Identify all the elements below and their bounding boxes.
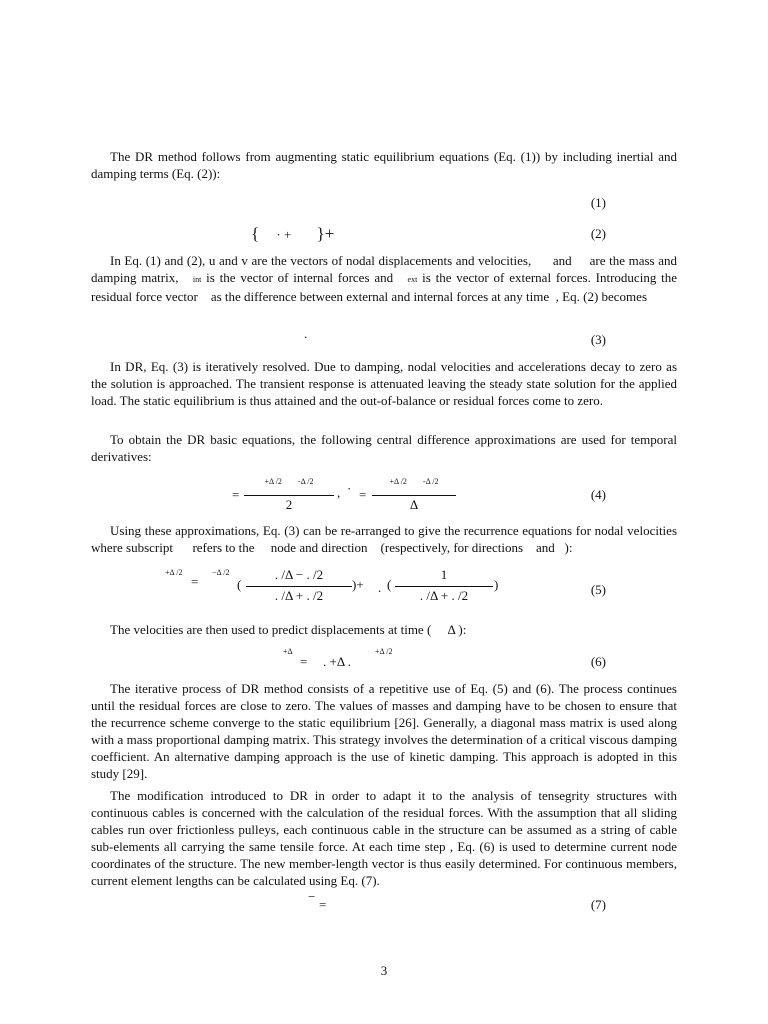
- overbar: −: [308, 889, 316, 904]
- superscript: +Δ /2: [375, 647, 393, 656]
- paragraph-text: The modification introduced to DR in order to adapt it to the analysis of tensegrity structures with continuous cables is concerned with the calculation of the residual forces. With the assumption that all sliding cables run over frictionless pulleys, each continuous cable in the structure can be assumed as a string of cable sub-elements all carrying the same tensile force. At each time step , Eq. (6) is used to determine current node coordinates of the structure. The new member-length vector is thus easily determined. For continuous members, current element lengths can be calculated using Eq. (7).: [91, 788, 677, 888]
- equation-number: (5): [590, 582, 606, 597]
- equation-number: (6): [590, 654, 606, 669]
- paragraph-text: In Eq. (1) and (2), u and v are the vectors of nodal displacements and velocities, and are the mass and damping matrix, int is the vector of internal forces and ext is the vector of external forces. Introducing the residual force vector as the difference between external and internal forces at any time , Eq. (2) becomes: [91, 253, 678, 304]
- paragraph-recurrence: [91, 523, 677, 557]
- brace-open: {: [251, 224, 260, 243]
- superscript: −Δ /2: [212, 568, 230, 577]
- superscript: +Δ /2: [165, 568, 183, 577]
- equation-number: (7): [590, 897, 606, 912]
- equation-term: . +Δ .: [323, 654, 351, 669]
- paragraph-iteration: [91, 359, 677, 410]
- paragraph-process: [91, 681, 677, 782]
- equation-1: [91, 193, 677, 213]
- equation-number: (4): [590, 487, 606, 502]
- paragraph-variables: [91, 253, 677, 306]
- paragraph-text: The velocities are then used to predict displacements at time ( Δ ):: [110, 622, 467, 637]
- fraction-damping: . /Δ − . /2 . /Δ + . /2: [246, 566, 352, 605]
- paragraph-text: The DR method follows from augmenting static equilibrium equations (Eq. (1)) by including inertial and damping terms (Eq. (2)):: [91, 149, 677, 181]
- dot: .: [378, 580, 382, 595]
- paren-close: ): [494, 577, 499, 592]
- equation-number: (1): [590, 195, 606, 210]
- fraction-velocity: +Δ /2 -Δ /2 2: [244, 475, 334, 514]
- paragraph-modification: [91, 788, 677, 889]
- equation-number: (3): [590, 332, 606, 347]
- fraction-acceleration: +Δ /2 -Δ /2 Δ: [372, 475, 456, 514]
- paren-open: (: [387, 577, 392, 592]
- equation-4: [91, 475, 677, 515]
- brace-close: }+: [316, 224, 335, 243]
- page-number: 3: [380, 963, 388, 978]
- equals-sign: =: [319, 897, 327, 912]
- paragraph-displacements: [91, 622, 677, 639]
- paragraph-text: The iterative process of DR method consists of a repetitive use of Eq. (5) and (6). The process continues until the residual forces are close to zero. The values of masses and damping have to be chosen to ensure that the recurrence scheme converge to the static equilibrium [26]. Generally, a diagonal mass matrix is used along with a mass proportional damping matrix. This strategy involves the determination of a critical viscous damping coefficient. An alternative damping approach is the use of kinetic damping. This approach is adopted in this study [29].: [91, 681, 677, 781]
- paren-close-plus: )+: [352, 577, 364, 592]
- fraction-force: 1 . /Δ + . /2: [395, 566, 493, 605]
- paragraph-text: Using these approximations, Eq. (3) can be re-arranged to give the recurrence equations for nodal velocities where subscript refers to the node and direction (respectively, for directions and ):: [91, 523, 677, 555]
- equals-sign: =: [191, 574, 199, 589]
- equals-sign: =: [232, 487, 240, 502]
- paragraph-text: In DR, Eq. (3) is iteratively resolved. Due to damping, nodal velocities and accelerations decay to zero as the solution is approached. The transient response is attenuated leaving the steady state solution for the applied load. The static equilibrium is thus attained and the out-of-balance or residual forces come to zero.: [91, 359, 677, 408]
- equation-number: (2): [590, 226, 606, 241]
- paragraph-central-difference: [91, 432, 677, 466]
- dot: ·: [347, 481, 352, 496]
- paren-open: (: [237, 577, 242, 592]
- superscript: +Δ: [283, 647, 293, 656]
- equation-5: [91, 566, 677, 608]
- equation-2: [91, 224, 677, 244]
- equation-3: [91, 326, 677, 350]
- equation-term: .: [304, 326, 308, 341]
- comma: ,: [337, 485, 341, 500]
- equation-term: · +: [276, 227, 292, 242]
- paragraph-intro: [91, 149, 677, 183]
- equation-7: [91, 889, 677, 917]
- equation-6: [91, 648, 677, 672]
- equals-sign: =: [300, 654, 308, 669]
- equals-sign: =: [359, 487, 367, 502]
- paragraph-text: To obtain the DR basic equations, the following central difference approximations are used for temporal derivatives:: [91, 432, 677, 464]
